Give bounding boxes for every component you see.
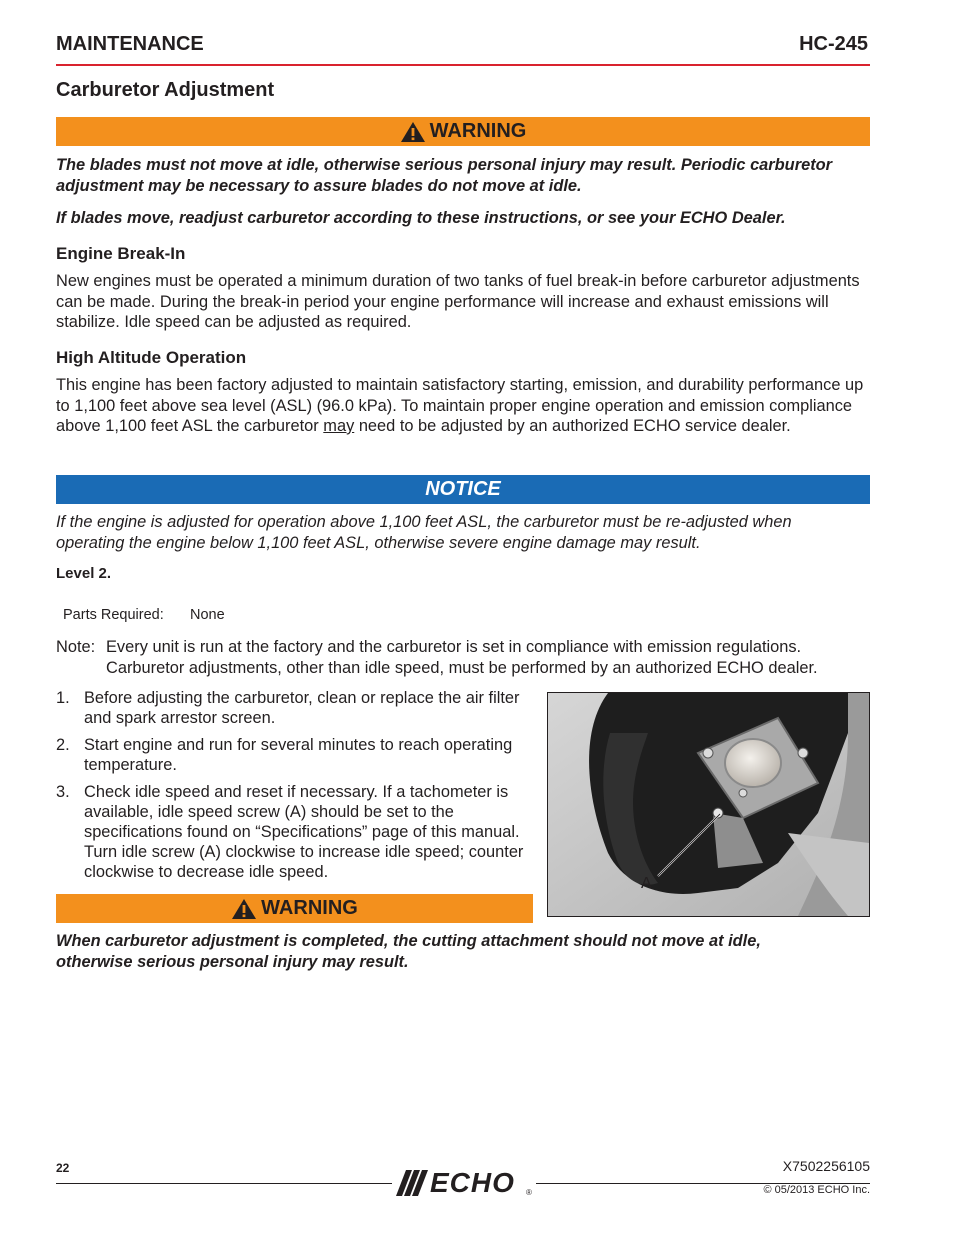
level-label: Level 2. (56, 565, 112, 582)
procedure-steps (56, 688, 538, 889)
callout-label-a: A (641, 875, 652, 892)
section-heading-altitude: High Altitude Operation (56, 348, 247, 367)
copyright: © 05/2013 ECHO Inc. (763, 1184, 870, 1196)
warning-label: WARNING (429, 120, 527, 142)
warning-triangle-icon (231, 898, 257, 920)
warning-text-2: If blades move, readjust carburetor according to these instructions, or see your ECHO Dealer. (56, 209, 786, 227)
page-number: 22 (56, 1161, 70, 1175)
list-item: 3. Check idle speed and reset if necessary. If a tachometer is available, idle speed screw (A) should be set to the specifications found on “Specifications” page of this manual. Turn idle screw (A) clockwise to increase idle speed; counter clockwise to decrease idle speed. (56, 783, 524, 881)
list-item: 1. Before adjusting the carburetor, clean or replace the air filter and spark arrestor screen. (56, 689, 520, 727)
warning-banner-2 (56, 894, 533, 923)
footer-rule-left (56, 1183, 392, 1184)
emphasis-may: may (323, 417, 355, 435)
header-rule (56, 64, 870, 66)
parts-required-value: None (190, 607, 225, 623)
notice-banner (56, 475, 870, 504)
parts-required-label: Parts Required: (63, 607, 164, 623)
notice-label: NOTICE (425, 478, 501, 500)
warning-label-2: WARNING (261, 897, 358, 919)
echo-logo (392, 1166, 536, 1200)
warning-text: The blades must not move at idle, otherwise serious personal injury may result. Periodic carburetor adjustment may be necessary to assure blades do not move at idle. (56, 156, 833, 195)
carburetor-photo (547, 692, 870, 917)
warning-triangle-icon (400, 121, 426, 143)
altitude-text: This engine has been factory adjusted to maintain satisfactory starting, emission, and durability performance up to 1,100 feet above sea level (ASL) (96.0 kPa). To maintain proper engine operation and emission compliance above 1,100 feet ASL the carburetor may need to be adjusted by an authorized ECHO service dealer. (56, 376, 864, 435)
note-label: Note: (56, 638, 96, 656)
list-item: 2. Start engine and run for several minutes to reach operating temperature. (56, 736, 513, 774)
section-title: MAINTENANCE (56, 33, 204, 55)
model-number: HC-245 (799, 33, 868, 55)
part-number: X7502256105 (782, 1158, 870, 1174)
page-title: Carburetor Adjustment (56, 79, 275, 101)
notice-text: If the engine is adjusted for operation above 1,100 feet ASL, the carburetor must be re-adjusted when operating the engine below 1,100 feet ASL, otherwise severe engine damage may result. (56, 513, 792, 552)
registered-mark: ® (526, 1188, 532, 1197)
warning-text-3: When carburetor adjustment is completed, the cutting attachment should not move at idle, otherwise serious personal injury may result. (56, 932, 761, 971)
brand-wordmark: ECHO (430, 1167, 515, 1198)
warning-banner (56, 117, 870, 146)
section-heading-break-in: Engine Break-In (56, 244, 186, 263)
carburetor-image (548, 693, 869, 916)
break-in-text: New engines must be operated a minimum duration of two tanks of fuel break-in before carburetor adjustments can be made. During the break-in period your engine performance will increase and exhaust emissions will stabilize. Idle speed can be adjusted as required. (56, 272, 860, 331)
note-text: Every unit is run at the factory and the carburetor is set in compliance with emission regulations. Carburetor adjustments, other than idle speed, must be performed by an authorized ECHO dealer. (106, 638, 818, 677)
